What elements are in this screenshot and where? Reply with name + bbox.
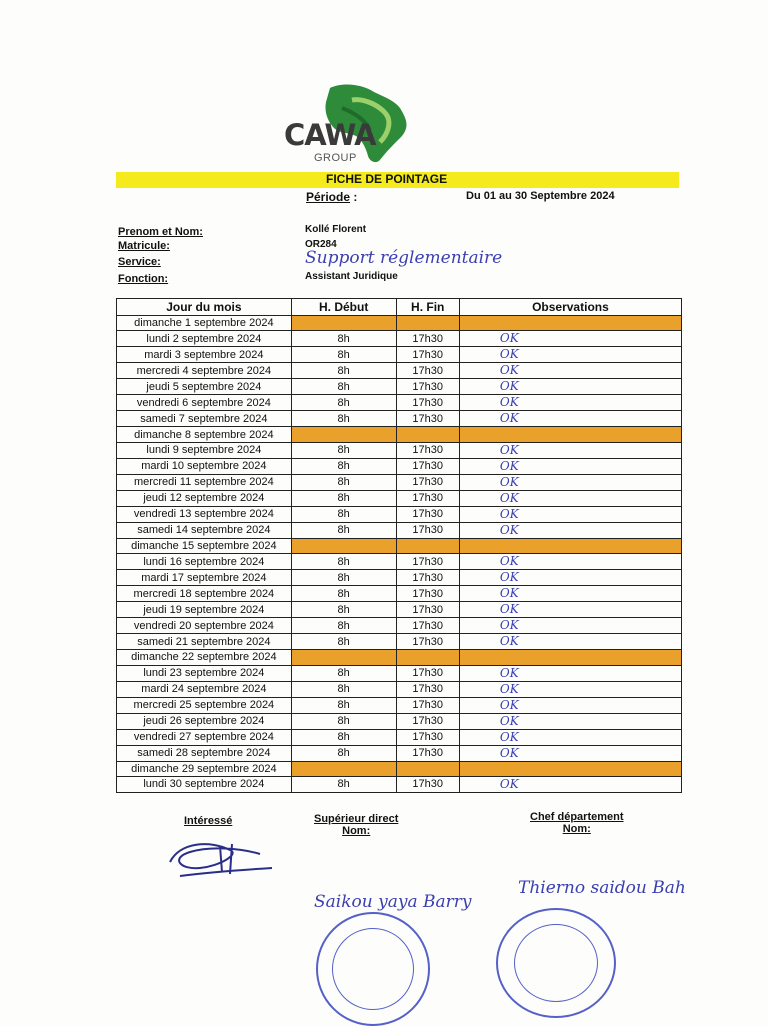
end-time-cell: 17h30 <box>396 586 459 602</box>
start-time-cell: 8h <box>291 634 396 650</box>
start-time-cell <box>291 761 396 776</box>
start-time-cell <box>291 538 396 553</box>
start-time-cell <box>291 427 396 442</box>
end-time-cell <box>396 316 459 331</box>
observation-handwritten: OK <box>499 697 519 712</box>
observation-cell <box>459 522 681 538</box>
end-time-cell <box>396 650 459 665</box>
end-time-cell: 17h30 <box>396 681 459 697</box>
observation-handwritten: OK <box>499 379 519 394</box>
day-cell: mercredi 18 septembre 2024 <box>117 586 292 602</box>
document-title: FICHE DE POINTAGE <box>326 172 448 186</box>
start-time-cell: 8h <box>291 411 396 427</box>
start-time-cell: 8h <box>291 745 396 761</box>
observation-handwritten: OK <box>499 618 519 633</box>
fonction-label: Fonction: <box>118 273 169 285</box>
service-label: Service: <box>118 256 161 268</box>
day-cell: samedi 21 septembre 2024 <box>117 634 292 650</box>
end-time-cell <box>396 761 459 776</box>
end-time-cell: 17h30 <box>396 776 459 792</box>
fonction-value: Assistant Juridique <box>305 271 398 282</box>
start-time-cell: 8h <box>291 554 396 570</box>
observation-cell <box>459 681 681 697</box>
start-time-cell <box>291 316 396 331</box>
table-row <box>117 331 682 347</box>
start-time-cell: 8h <box>291 458 396 474</box>
observation-handwritten: OK <box>499 586 519 601</box>
day-cell: dimanche 1 septembre 2024 <box>117 316 292 331</box>
day-cell: dimanche 22 septembre 2024 <box>117 650 292 665</box>
end-time-cell: 17h30 <box>396 506 459 522</box>
observation-cell <box>459 665 681 681</box>
table-row <box>117 618 682 634</box>
end-time-cell: 17h30 <box>396 347 459 363</box>
table-row <box>117 490 682 506</box>
stamp-division-inner-ring <box>514 924 598 1002</box>
day-cell: lundi 9 septembre 2024 <box>117 442 292 458</box>
day-cell: dimanche 29 septembre 2024 <box>117 761 292 776</box>
observation-handwritten: OK <box>499 331 519 346</box>
day-cell: vendredi 20 septembre 2024 <box>117 618 292 634</box>
start-time-cell <box>291 650 396 665</box>
observation-handwritten: OK <box>499 411 519 426</box>
observation-cell <box>459 458 681 474</box>
observation-cell <box>459 363 681 379</box>
observation-handwritten: OK <box>499 458 519 473</box>
table-row <box>117 522 682 538</box>
stamp-service-inner-ring <box>332 928 414 1010</box>
end-time-cell: 17h30 <box>396 458 459 474</box>
start-time-cell: 8h <box>291 506 396 522</box>
interesse-signature-icon <box>160 832 280 882</box>
day-cell: samedi 28 septembre 2024 <box>117 745 292 761</box>
table-row <box>117 634 682 650</box>
start-time-cell: 8h <box>291 776 396 792</box>
table-row <box>117 458 682 474</box>
table-row <box>117 761 682 776</box>
table-row <box>117 347 682 363</box>
table-row <box>117 379 682 395</box>
day-cell: jeudi 12 septembre 2024 <box>117 490 292 506</box>
start-time-cell: 8h <box>291 363 396 379</box>
periode-value: Du 01 au 30 Septembre 2024 <box>466 190 615 202</box>
end-time-cell: 17h30 <box>396 745 459 761</box>
start-time-cell: 8h <box>291 665 396 681</box>
superieur-nom-label: Nom: <box>342 825 371 837</box>
observation-handwritten: OK <box>499 363 519 378</box>
observation-handwritten: OK <box>499 474 519 489</box>
day-cell: jeudi 19 septembre 2024 <box>117 602 292 618</box>
table-row <box>117 538 682 553</box>
table-row <box>117 650 682 665</box>
day-cell: vendredi 6 septembre 2024 <box>117 395 292 411</box>
name-label: Prenom et Nom: <box>118 226 203 238</box>
start-time-cell: 8h <box>291 490 396 506</box>
table-header-row <box>117 299 682 316</box>
end-time-cell: 17h30 <box>396 474 459 490</box>
table-row <box>117 729 682 745</box>
end-time-cell: 17h30 <box>396 379 459 395</box>
observation-cell <box>459 697 681 713</box>
end-time-cell: 17h30 <box>396 713 459 729</box>
table-row <box>117 681 682 697</box>
table-row <box>117 745 682 761</box>
periode-separator: : <box>353 190 358 204</box>
observation-cell <box>459 490 681 506</box>
day-cell: jeudi 5 septembre 2024 <box>117 379 292 395</box>
superieur-label: Supérieur direct <box>314 813 399 825</box>
table-row <box>117 602 682 618</box>
observation-cell <box>459 316 681 331</box>
observation-cell <box>459 411 681 427</box>
observation-handwritten: OK <box>499 506 519 521</box>
observation-cell <box>459 650 681 665</box>
day-cell: dimanche 8 septembre 2024 <box>117 427 292 442</box>
day-cell: samedi 7 septembre 2024 <box>117 411 292 427</box>
start-time-cell: 8h <box>291 395 396 411</box>
start-time-cell: 8h <box>291 522 396 538</box>
name-value: Kollé Florent <box>305 224 367 235</box>
start-time-cell: 8h <box>291 586 396 602</box>
table-row <box>117 586 682 602</box>
observation-handwritten: OK <box>499 665 519 680</box>
chef-name-handwritten: Thierno saidou Bah <box>518 878 686 898</box>
table-row <box>117 363 682 379</box>
observation-cell <box>459 745 681 761</box>
start-time-cell: 8h <box>291 681 396 697</box>
header-end: H. Fin <box>396 299 459 316</box>
observation-handwritten: OK <box>499 570 519 585</box>
observation-cell <box>459 506 681 522</box>
observation-cell <box>459 570 681 586</box>
end-time-cell: 17h30 <box>396 331 459 347</box>
observation-cell <box>459 331 681 347</box>
day-cell: lundi 23 septembre 2024 <box>117 665 292 681</box>
logo-subtitle: GROUP <box>314 152 357 164</box>
observation-handwritten: OK <box>499 347 519 362</box>
attendance-table <box>116 298 682 793</box>
header-day: Jour du mois <box>117 299 292 316</box>
observation-handwritten: OK <box>499 395 519 410</box>
logo-wordmark: CAWA <box>284 118 376 152</box>
day-cell: lundi 16 septembre 2024 <box>117 554 292 570</box>
interesse-label: Intéressé <box>184 815 233 827</box>
observation-handwritten: OK <box>499 713 519 728</box>
observation-handwritten: OK <box>499 490 519 505</box>
end-time-cell: 17h30 <box>396 618 459 634</box>
observation-cell <box>459 602 681 618</box>
end-time-cell: 17h30 <box>396 490 459 506</box>
observation-handwritten: OK <box>499 554 519 569</box>
matricule-value: OR284 <box>305 239 337 250</box>
start-time-cell: 8h <box>291 379 396 395</box>
end-time-cell: 17h30 <box>396 363 459 379</box>
service-value-handwritten: Support réglementaire <box>305 248 503 268</box>
table-row <box>117 665 682 681</box>
observation-cell <box>459 442 681 458</box>
start-time-cell: 8h <box>291 347 396 363</box>
day-cell: mardi 24 septembre 2024 <box>117 681 292 697</box>
observation-handwritten: OK <box>499 634 519 649</box>
observation-cell <box>459 474 681 490</box>
day-cell: lundi 2 septembre 2024 <box>117 331 292 347</box>
start-time-cell: 8h <box>291 697 396 713</box>
table-row <box>117 474 682 490</box>
table-row <box>117 554 682 570</box>
table-row <box>117 316 682 331</box>
table-row <box>117 442 682 458</box>
start-time-cell: 8h <box>291 729 396 745</box>
start-time-cell: 8h <box>291 474 396 490</box>
end-time-cell: 17h30 <box>396 442 459 458</box>
table-row <box>117 411 682 427</box>
observation-handwritten: OK <box>499 522 519 537</box>
end-time-cell: 17h30 <box>396 554 459 570</box>
day-cell: lundi 30 septembre 2024 <box>117 776 292 792</box>
start-time-cell: 8h <box>291 570 396 586</box>
observation-cell <box>459 634 681 650</box>
observation-cell <box>459 586 681 602</box>
table-row <box>117 713 682 729</box>
observation-handwritten: OK <box>499 681 519 696</box>
header-observations: Observations <box>459 299 681 316</box>
table-row <box>117 697 682 713</box>
observation-cell <box>459 761 681 776</box>
observation-cell <box>459 554 681 570</box>
day-cell: mardi 17 septembre 2024 <box>117 570 292 586</box>
chef-label: Chef département <box>530 811 624 823</box>
observation-handwritten: OK <box>499 776 519 791</box>
superieur-name-handwritten: Saikou yaya Barry <box>314 892 472 912</box>
observation-cell <box>459 618 681 634</box>
header-start: H. Début <box>291 299 396 316</box>
day-cell: samedi 14 septembre 2024 <box>117 522 292 538</box>
chef-nom-label: Nom: <box>562 823 591 835</box>
end-time-cell: 17h30 <box>396 634 459 650</box>
periode-label <box>306 190 357 204</box>
table-row <box>117 427 682 442</box>
table-row <box>117 570 682 586</box>
table-row <box>117 395 682 411</box>
end-time-cell: 17h30 <box>396 411 459 427</box>
observation-cell <box>459 538 681 553</box>
start-time-cell: 8h <box>291 618 396 634</box>
end-time-cell: 17h30 <box>396 665 459 681</box>
observation-cell <box>459 379 681 395</box>
day-cell: mardi 10 septembre 2024 <box>117 458 292 474</box>
observation-handwritten: OK <box>499 729 519 744</box>
day-cell: jeudi 26 septembre 2024 <box>117 713 292 729</box>
observation-handwritten: OK <box>499 442 519 457</box>
stamp-service-icon <box>316 912 430 1026</box>
end-time-cell: 17h30 <box>396 697 459 713</box>
start-time-cell: 8h <box>291 442 396 458</box>
observation-cell <box>459 713 681 729</box>
interesse-block <box>184 815 232 827</box>
superieur-block <box>314 813 398 837</box>
end-time-cell: 17h30 <box>396 570 459 586</box>
stamp-division-icon <box>496 908 616 1018</box>
start-time-cell: 8h <box>291 713 396 729</box>
table-row <box>117 776 682 792</box>
periode-label-text: Période <box>306 190 351 204</box>
end-time-cell: 17h30 <box>396 522 459 538</box>
start-time-cell: 8h <box>291 602 396 618</box>
end-time-cell: 17h30 <box>396 729 459 745</box>
day-cell: vendredi 27 septembre 2024 <box>117 729 292 745</box>
day-cell: mardi 3 septembre 2024 <box>117 347 292 363</box>
matricule-label: Matricule: <box>118 240 170 252</box>
day-cell: mercredi 11 septembre 2024 <box>117 474 292 490</box>
chef-block <box>530 811 624 835</box>
day-cell: mercredi 4 septembre 2024 <box>117 363 292 379</box>
day-cell: vendredi 13 septembre 2024 <box>117 506 292 522</box>
end-time-cell <box>396 538 459 553</box>
start-time-cell: 8h <box>291 331 396 347</box>
end-time-cell: 17h30 <box>396 395 459 411</box>
end-time-cell <box>396 427 459 442</box>
end-time-cell: 17h30 <box>396 602 459 618</box>
observation-cell <box>459 729 681 745</box>
observation-handwritten: OK <box>499 602 519 617</box>
observation-cell <box>459 427 681 442</box>
observation-cell <box>459 395 681 411</box>
table-row <box>117 506 682 522</box>
observation-handwritten: OK <box>499 745 519 760</box>
day-cell: mercredi 25 septembre 2024 <box>117 697 292 713</box>
observation-cell <box>459 347 681 363</box>
day-cell: dimanche 15 septembre 2024 <box>117 538 292 553</box>
observation-cell <box>459 776 681 792</box>
